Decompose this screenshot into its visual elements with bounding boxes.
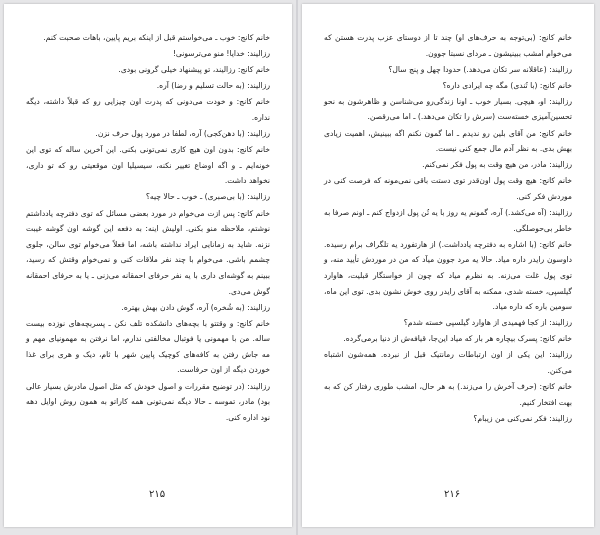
paragraph: خانم کانج: (با تُندی) مگه چه ایرادی داره؟ xyxy=(442,80,572,90)
paragraph: خانم کانج: پس ازت می‌خوام در مورد بعضی مسائل که توی دفترچه یادداشتم نوشتم، ملاحظه منو بکنی. اولیش اینه: به دفعه این گوشه اون گوشه غیبت نزنه. شاید به زمانایی ایراد نداشته باشه، اما فعلاً می‌خوام توی سالن، جلوی چشمم باشی. می‌خوام با چند نفر ملاقات کنی و نمی‌خوام وقتش که رسید، ببینم به گوشه‌ای داری با یه نفر حرفای احمقانه می‌زنی ـ یا به حرفای احمقانه گوش می‌دی. xyxy=(26,208,270,296)
paragraph: رزالیند: خدایا! منو می‌ترسونی! xyxy=(172,49,270,59)
paragraph: خانم کانج: (حرف آخرش را می‌زند.) به هر حال، امشب طوری رفتار کن که به بهت افتخار کنیم. xyxy=(324,382,572,407)
paragraph: رزالیند: فکر نمی‌کنی من زیبام؟ xyxy=(473,413,572,423)
paragraph: خانم کانج: پسرک بیچاره هر بار که میاد این‌جا، قیافه‌ش از دنیا برمی‌گرده. xyxy=(343,334,572,344)
paragraph: رزالیند: (آه می‌کشد.) آره، گمونم یه روز با یه تُن پول ازدواج کنم ـ اونم صرفا به خاطر بی‌حوصلگی. xyxy=(324,208,572,233)
page-number: ۲۱۵ xyxy=(149,489,166,500)
paragraph: خانم کانج: هیچ وقت پول اون‌قدر توی دستت باقی نمی‌مونه که فرصت کنی در موردش فکر کنی. xyxy=(324,176,572,201)
paragraph: خانم کانج: من آقای بلین رو ندیدم ـ اما گمون نکنم اگه ببینیش، اهمیت زیادی بهش بدی. به نظر آدم مال جمع کنی نیست. xyxy=(324,128,572,154)
paragraph: خانم کانج: (با اشاره به دفترچه یادداشت.) از هارتفورد یه تلگراف برام رسیده. داوسون رایدر داره میاد. حالا یه مرد جوون میآد که من در موردش تأیید منه، و توی پول غلت می‌زنه. به نظرم میاد که چون از خواستگار قبلیت، هاوارد گیلسپی، خسته شدی، ممکنه به آقای رایدر روی خوش نشون بدی. توی این ماه، سومین باره که داره میاد. xyxy=(324,239,572,312)
right-page-text xyxy=(324,30,572,427)
page-number: ۲۱۶ xyxy=(444,489,461,500)
book-spine xyxy=(296,0,298,535)
paragraph: رزالیند: این یکی از اون ارتباطات رمانتیک قبل از نبرده. همه‌شون اشتباه می‌کنن. xyxy=(324,350,572,375)
paragraph: خانم کانج: و خودت می‌دونی که پدرت اون چیزایی رو که قبلاً داشته، دیگه نداره. xyxy=(26,97,270,122)
paragraph: خانم کانج: (بی‌توجه به حرف‌های او) چند تا از دوستای عزب پدرت هستن که می‌خوام امشب ببینیشون ـ مردای نسبتا جوون. xyxy=(324,33,572,58)
paragraph: رزالیند: (با بی‌صبری) ـ خوب ـ حالا چیه؟ xyxy=(145,192,270,202)
left-page-text xyxy=(26,30,270,426)
paragraph: خانم کانج: رزالیند، تو پیشنهاد خیلی گرونی بودی. xyxy=(118,65,270,75)
paragraph: رزالیند: (در توضیح مقررات و اصول خودش که مثل اصول مادرش بسیار عالی بود) مادر، تموسه ـ حالا دیگه نمی‌تونی همه کاراتو به همون روش اوایل دهه نود اداره کنی. xyxy=(26,381,270,422)
paragraph: رزالیند: (عاقلانه سر تکان می‌دهد.) حدودا چهل و پنج سال؟ xyxy=(388,64,572,74)
paragraph: رزالیند: (به شُخره) آره، گوش دادن بهش بهتره. xyxy=(121,302,270,312)
paragraph: رزالیند: (با دهن‌کجی) آره، لطفا در مورد پول حرف نزن. xyxy=(95,129,270,139)
paragraph: رزالیند: او، هیچی. بسیار خوب ـ اونا زندگی‌رو می‌شناسن و ظاهرشون به نحو تحسین‌آمیزی خسته‌ست (سرش را تکان می‌دهد.) ـ اما می‌رقصن. xyxy=(324,96,572,122)
paragraph: خانم کانج: بدون اون هیچ کاری نمی‌تونی بکنی. این آخرین ساله که توی این خونه‌ایم ـ و اگه اوضاع تغییر نکنه، سیسیلیا اون موقعیتی رو که تو داری، نخواهد داشت. xyxy=(26,145,270,186)
paragraph: رزالیند: از کجا فهمیدی از هاوارد گیلسپی خسته شدم؟ xyxy=(403,318,572,328)
right-page xyxy=(302,4,594,527)
left-page xyxy=(4,4,292,527)
paragraph: خانم کانج: و وقتتو با بچه‌های دانشکده تلف نکن ـ پسربچه‌های نوزده بیست ساله. من با مهمونی یا فوتبال مخالفتی ندارم، اما نرفتن به مهمونیای مهم و مه جاش رفتن به کافه‌های کوچیک پایین شهر با ثام، دیک و هری برای غذا خوردن دیگه از اون حرفاست. xyxy=(26,318,270,375)
paragraph: خانم کانج: خوب ـ می‌خواستم قبل از اینکه بریم پایین، باهات صحبت کنم. xyxy=(43,33,270,42)
paragraph: رزالیند: مادر، من هیچ وقت به پول فکر نمی‌کنم. xyxy=(422,160,572,170)
paragraph: رزالیند: (به حالت تسلیم و رضا) آره. xyxy=(156,81,270,91)
